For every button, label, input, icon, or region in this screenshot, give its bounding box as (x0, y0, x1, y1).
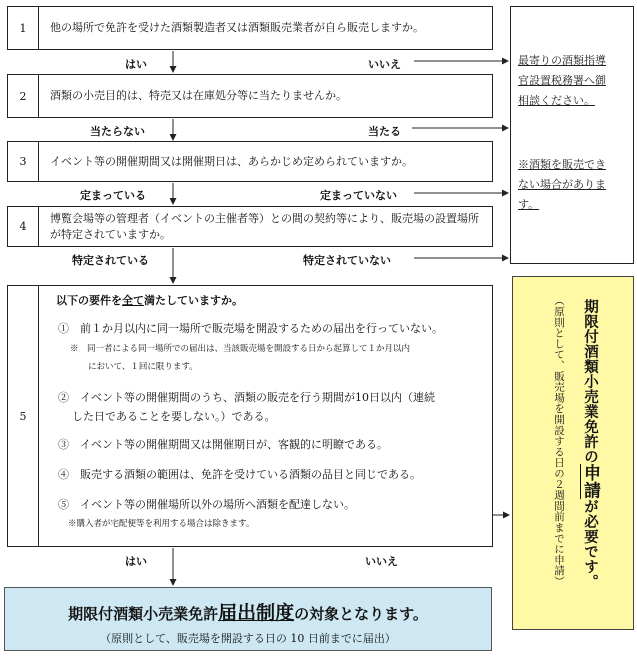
step-5-title-pre: 以下の要件を (56, 294, 122, 307)
requirement-2a: ② イベント等の開催期間のうち、酒類の販売を行う期間が10日以内（連続 (58, 391, 435, 404)
step-5-title (56, 292, 243, 309)
requirement-3: ③ イベント等の開催期間又は開催期日が、客観的に明瞭である。 (58, 438, 388, 451)
requirement-5: ⑤ イベント等の開催場所以外の場所へ酒類を配達しない。 (58, 498, 355, 511)
application-deadline-note: （原則として、販売場を開設する日の２週間前までに申請） (553, 295, 565, 587)
result-text-em: 届出制度 (218, 602, 295, 624)
step-5-box (7, 285, 493, 547)
answer-3-no: 定まっていない (320, 189, 397, 202)
step-1-box (7, 6, 493, 50)
step-2-box (7, 74, 493, 118)
application-required-text (578, 299, 603, 589)
application-text-em: 申請 (580, 464, 600, 499)
consult-line-2: 官設置税務署へ御 (518, 74, 606, 87)
answer-4-yes: 特定されている (72, 254, 149, 267)
step-2-question: 酒類の小売目的は、特売又は在庫処分等に当たりませんか。 (50, 89, 347, 103)
consult-line-3: 相談ください。 (518, 94, 595, 107)
application-text-pre: 期限付酒類小売業免許の (582, 299, 598, 464)
result-text-post: の対象となります。 (294, 605, 428, 623)
answer-3-yes: 定まっている (80, 189, 146, 202)
application-text-post: が必要です。 (582, 499, 598, 589)
application-required-box (512, 276, 634, 630)
notification-result-box (4, 587, 492, 651)
step-3-box (7, 141, 493, 182)
step-4-question: 博覧会場等の管理者（イベントの主催者等）との間の契約等により、販売場の設置場所が特定されていますか。 (50, 211, 479, 241)
consult-line-6: す。 (518, 198, 540, 211)
step-3-question: イベント等の開催期間又は開催期日は、あらかじめ定められていますか。 (50, 154, 413, 168)
step-5-title-post: 満たしていますか。 (144, 294, 243, 307)
answer-2-no: 当たる (368, 125, 401, 138)
answer-1-no: いいえ (368, 58, 401, 71)
consult-line-5: ない場合がありま (518, 178, 606, 191)
requirement-5-note: ※購入者が宅配便等を利用する場合は除きます。 (68, 519, 255, 529)
requirement-1-note-a: ※ 同一者による同一場所での届出は、当該販売場を開設する日から起算して１か月以内 (70, 344, 411, 354)
consult-line-4: ※酒類を販売でき (518, 158, 606, 171)
answer-4-no: 特定されていない (303, 254, 391, 267)
step-3-number: 3 (8, 142, 39, 181)
consult-line-1: 最寄りの酒類指導 (518, 54, 606, 67)
step-1-number: 1 (8, 7, 39, 49)
result-text-pre: 期限付酒類小売業免許 (68, 605, 219, 623)
requirement-1-note-b: において、１回に限ります。 (88, 362, 198, 372)
step-1-question: 他の場所で免許を受けた酒類製造者又は酒類販売業者が自ら販売しますか。 (50, 21, 424, 35)
step-4-box (7, 206, 493, 247)
answer-5-yes: はい (125, 555, 147, 568)
answer-5-no: いいえ (365, 555, 398, 568)
requirement-4: ④ 販売する酒類の範囲は、免許を受けている酒類の品目と同じである。 (58, 468, 421, 481)
result-main-text (5, 598, 491, 625)
requirement-2b: した日であることを要しない。）である。 (72, 410, 276, 423)
answer-1-yes: はい (125, 58, 147, 71)
step-4-number: 4 (8, 207, 39, 246)
answer-2-yes: 当たらない (90, 125, 145, 138)
step-5-number: 5 (8, 286, 39, 546)
consult-box (510, 6, 634, 264)
result-deadline-note: （原則として、販売場を開設する日の 10 日前までに届出） (100, 632, 396, 645)
step-2-number: 2 (8, 75, 39, 117)
requirement-1: ① 前１か月以内に同一場所で販売場を開設するための届出を行っていない。 (58, 322, 443, 335)
step-5-title-em: 全て (122, 294, 144, 307)
